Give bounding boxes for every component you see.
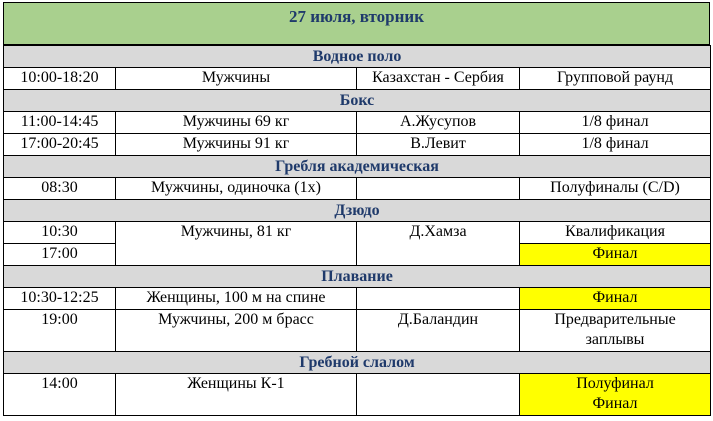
time-cell: 11:00-14:45: [4, 112, 116, 134]
athlete-cell: В.Левит: [357, 134, 520, 156]
event-cell: Мужчины, одиночка (1х): [116, 178, 357, 200]
time-cell: 10:30: [4, 222, 116, 244]
event-cell: Женщины К-1: [116, 374, 357, 416]
athlete-cell: [357, 374, 520, 416]
event-cell: Женщины, 100 м на спине: [116, 288, 357, 310]
sport-header: [4, 46, 711, 68]
day-title: 27 июля, вторник: [3, 2, 710, 45]
athlete-cell: Д.Хамза: [357, 222, 520, 266]
sport-header: [4, 200, 711, 222]
time-cell: 17:00: [4, 244, 116, 266]
sport-name-rowing: Гребля академическая: [4, 156, 711, 178]
sport-name-judo: Дзюдо: [4, 200, 711, 222]
table-row: [4, 134, 711, 156]
sport-header: [4, 90, 711, 112]
schedule-table: [3, 45, 711, 416]
time-cell: 10:30-12:25: [4, 288, 116, 310]
table-row: [4, 68, 711, 90]
event-cell: Мужчины, 200 м брасс: [116, 310, 357, 352]
table-row: [4, 288, 711, 310]
table-row: [4, 310, 711, 352]
event-cell: Мужчины 69 кг: [116, 112, 357, 134]
table-row: [4, 178, 711, 200]
stage-line: Полуфинал: [576, 375, 654, 392]
sport-header: [4, 156, 711, 178]
event-cell: Мужчины, 81 кг: [116, 222, 357, 266]
event-cell: Мужчины: [116, 68, 357, 90]
stage-cell-final: Финал: [520, 288, 711, 310]
stage-cell: 1/8 финал: [520, 112, 711, 134]
sport-name-swimming: Плавание: [4, 266, 711, 288]
time-cell: 14:00: [4, 374, 116, 416]
time-cell: 10:00-18:20: [4, 68, 116, 90]
stage-line: заплывы: [585, 331, 645, 348]
sport-header: [4, 266, 711, 288]
stage-cell: 1/8 финал: [520, 134, 711, 156]
time-cell: 08:30: [4, 178, 116, 200]
athlete-cell: А.Жусупов: [357, 112, 520, 134]
stage-cell: Групповой раунд: [520, 68, 711, 90]
stage-cell: Полуфиналы (C/D): [520, 178, 711, 200]
table-row: [4, 374, 711, 416]
table-row: [4, 112, 711, 134]
table-row: [4, 222, 711, 244]
stage-line: Предварительные: [554, 311, 676, 328]
athlete-cell: [357, 288, 520, 310]
sport-header: [4, 352, 711, 374]
time-cell: 19:00: [4, 310, 116, 352]
stage-cell: [520, 310, 711, 352]
sport-name-boxing: Бокс: [4, 90, 711, 112]
event-cell: Мужчины 91 кг: [116, 134, 357, 156]
time-cell: 17:00-20:45: [4, 134, 116, 156]
stage-line: Финал: [592, 395, 638, 412]
athlete-cell: Д.Баландин: [357, 310, 520, 352]
stage-cell: Квалификация: [520, 222, 711, 244]
athlete-cell: [357, 178, 520, 200]
athlete-cell: Казахстан - Сербия: [357, 68, 520, 90]
stage-cell-final: [520, 374, 711, 416]
stage-cell-final: Финал: [520, 244, 711, 266]
sport-name-canoe-slalom: Гребной слалом: [4, 352, 711, 374]
sport-name-water-polo: Водное поло: [4, 46, 711, 68]
